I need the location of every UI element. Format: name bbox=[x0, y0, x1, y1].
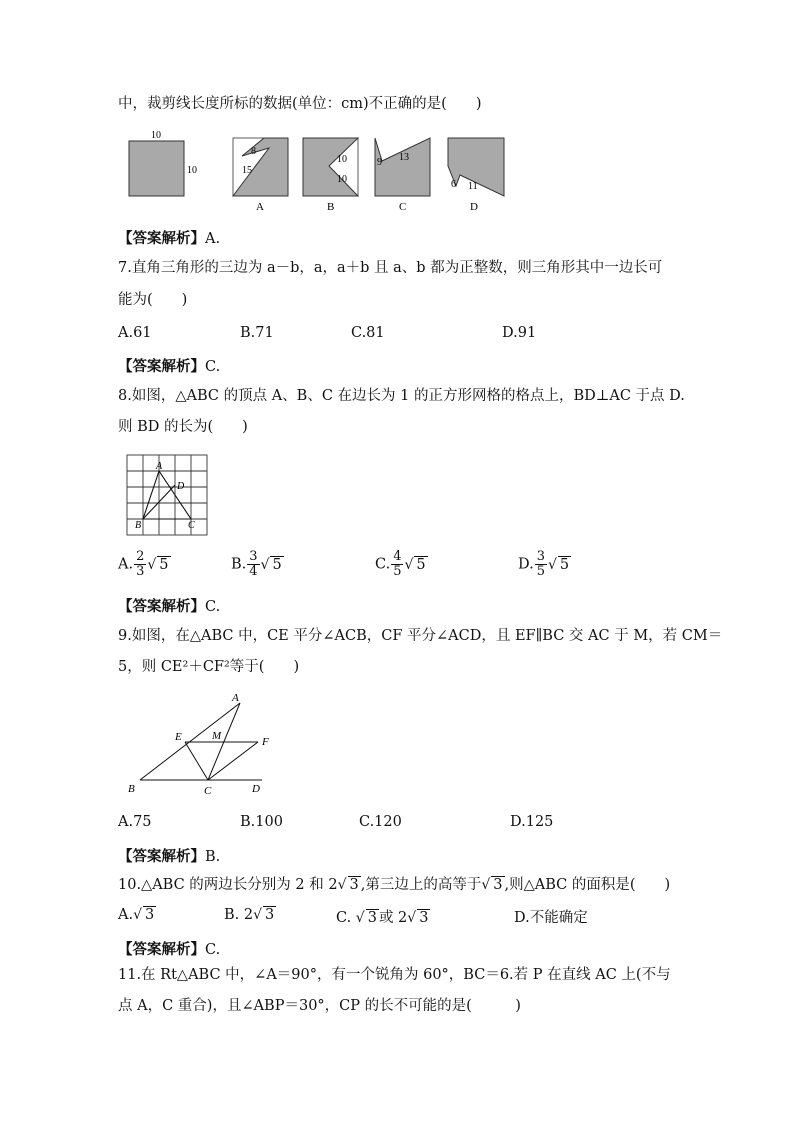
q8-grid-figure bbox=[124, 452, 212, 538]
d-label-6: 6 bbox=[451, 179, 456, 190]
q7-line2: 能为( ) bbox=[118, 292, 188, 308]
square-right-label: 10 bbox=[187, 165, 197, 176]
q6-stem: 中，裁剪线长度所标的数据(单位：cm)不正确的是( ) bbox=[118, 96, 482, 112]
q10-option-a: A.√ 3 bbox=[118, 907, 155, 923]
answer-value: C. bbox=[205, 599, 221, 615]
q11-line1: 11.在 Rt△ABC 中，∠A＝90°，有一个锐角为 60°，BC＝6.若 P 在直线 AC 上(不与 bbox=[118, 967, 671, 983]
q7-line1: 7.直角三角形的三边为 a－b，a，a＋b 且 a、b 都为正整数，则三角形其中一边长可 bbox=[118, 260, 663, 276]
q6-square bbox=[129, 130, 197, 196]
caption-b: B bbox=[327, 201, 335, 213]
q6-shape-b bbox=[303, 138, 358, 213]
q9-answer bbox=[118, 845, 220, 866]
caption-d: D bbox=[470, 201, 478, 213]
q8-option-b: B. $\frac{3}{4}$ √ 5 bbox=[231, 549, 282, 579]
answer-label: 【答案解析】 bbox=[118, 599, 205, 615]
square-top-label: 10 bbox=[151, 130, 161, 141]
label-c: C bbox=[204, 785, 212, 797]
caption-c: C bbox=[399, 201, 407, 213]
q7-option-c: C.81 bbox=[351, 325, 385, 341]
answer-value: C. bbox=[205, 942, 221, 958]
q8-answer bbox=[118, 595, 220, 616]
q6-answer bbox=[118, 227, 220, 248]
answer-value: C. bbox=[205, 359, 221, 375]
q9-figure bbox=[122, 688, 282, 800]
q9-option-c: C.120 bbox=[359, 814, 402, 830]
q9-line1: 9.如图，在△ABC 中，CE 平分∠ACB，CF 平分∠ACD，且 EF∥BC 交 AC 于 M，若 CM＝ bbox=[118, 628, 723, 644]
label-m: M bbox=[212, 730, 222, 742]
q7-option-d: D.91 bbox=[502, 325, 537, 341]
q7-answer bbox=[118, 355, 220, 376]
d-label-11: 11 bbox=[468, 181, 478, 192]
label-e: E bbox=[175, 731, 182, 743]
label-f: F bbox=[262, 736, 269, 748]
answer-label: 【答案解析】 bbox=[118, 231, 205, 247]
c-label-9: 9 bbox=[377, 157, 382, 168]
q6-figure bbox=[118, 126, 518, 218]
q10-stem: 10.△ABC 的两边长分别为 2 和 2√ 3 ,第三边上的高等于√ 3 ,则△ABC 的面积是( ) bbox=[118, 877, 671, 893]
label-b: B bbox=[135, 520, 142, 531]
q6-shape-a bbox=[233, 138, 288, 213]
q9-option-d: D.125 bbox=[510, 814, 554, 830]
q8-option-a: A. $\frac{2}{3}$ √ 5 bbox=[118, 549, 169, 579]
c-label-13: 13 bbox=[399, 152, 409, 163]
q6-shape-d bbox=[448, 138, 504, 213]
label-a: A bbox=[156, 461, 163, 472]
q8-line2: 则 BD 的长为( ) bbox=[118, 419, 248, 435]
label-d: D bbox=[252, 783, 260, 795]
answer-value: A. bbox=[205, 231, 221, 247]
b-label-top: 10 bbox=[337, 154, 347, 165]
answer-label: 【答案解析】 bbox=[118, 849, 205, 865]
a-label-8: 8 bbox=[251, 146, 256, 157]
q8-line1: 8.如图，△ABC 的顶点 A、B、C 在边长为 1 的正方形网格的格点上，BD⊥AC 于点 D. bbox=[118, 388, 685, 404]
q8-option-d: D. $\frac{3}{5}$ √ 5 bbox=[518, 549, 570, 579]
answer-value: B. bbox=[205, 849, 221, 865]
q7-option-b: B.71 bbox=[240, 325, 274, 341]
q9-option-a: A.75 bbox=[118, 814, 152, 830]
q7-option-a: A.61 bbox=[118, 325, 152, 341]
q10-option-c: C. √ 3 或 2√ 3 bbox=[336, 910, 429, 926]
q11-line2: 点 A，C 重合)，且∠ABP＝30°，CP 的长不可能的是( ) bbox=[118, 998, 521, 1014]
label-b: B bbox=[128, 783, 135, 795]
label-a: A bbox=[232, 692, 239, 704]
label-c: C bbox=[188, 520, 195, 531]
q9-line2: 5，则 CE²＋CF²等于( ) bbox=[118, 659, 300, 675]
a-label-15: 15 bbox=[242, 165, 252, 176]
caption-a: A bbox=[256, 201, 264, 213]
q9-option-b: B.100 bbox=[240, 814, 283, 830]
q6-shape-c bbox=[375, 138, 430, 213]
answer-label: 【答案解析】 bbox=[118, 359, 205, 375]
q10-answer bbox=[118, 938, 220, 959]
answer-label: 【答案解析】 bbox=[118, 942, 205, 958]
q10-option-b: B. 2√ 3 bbox=[224, 907, 275, 923]
b-label-bottom: 10 bbox=[337, 174, 347, 185]
label-d: D bbox=[177, 481, 185, 492]
q8-option-c: C. $\frac{4}{5}$ √ 5 bbox=[375, 549, 426, 579]
q10-option-d: D.不能确定 bbox=[514, 910, 588, 926]
